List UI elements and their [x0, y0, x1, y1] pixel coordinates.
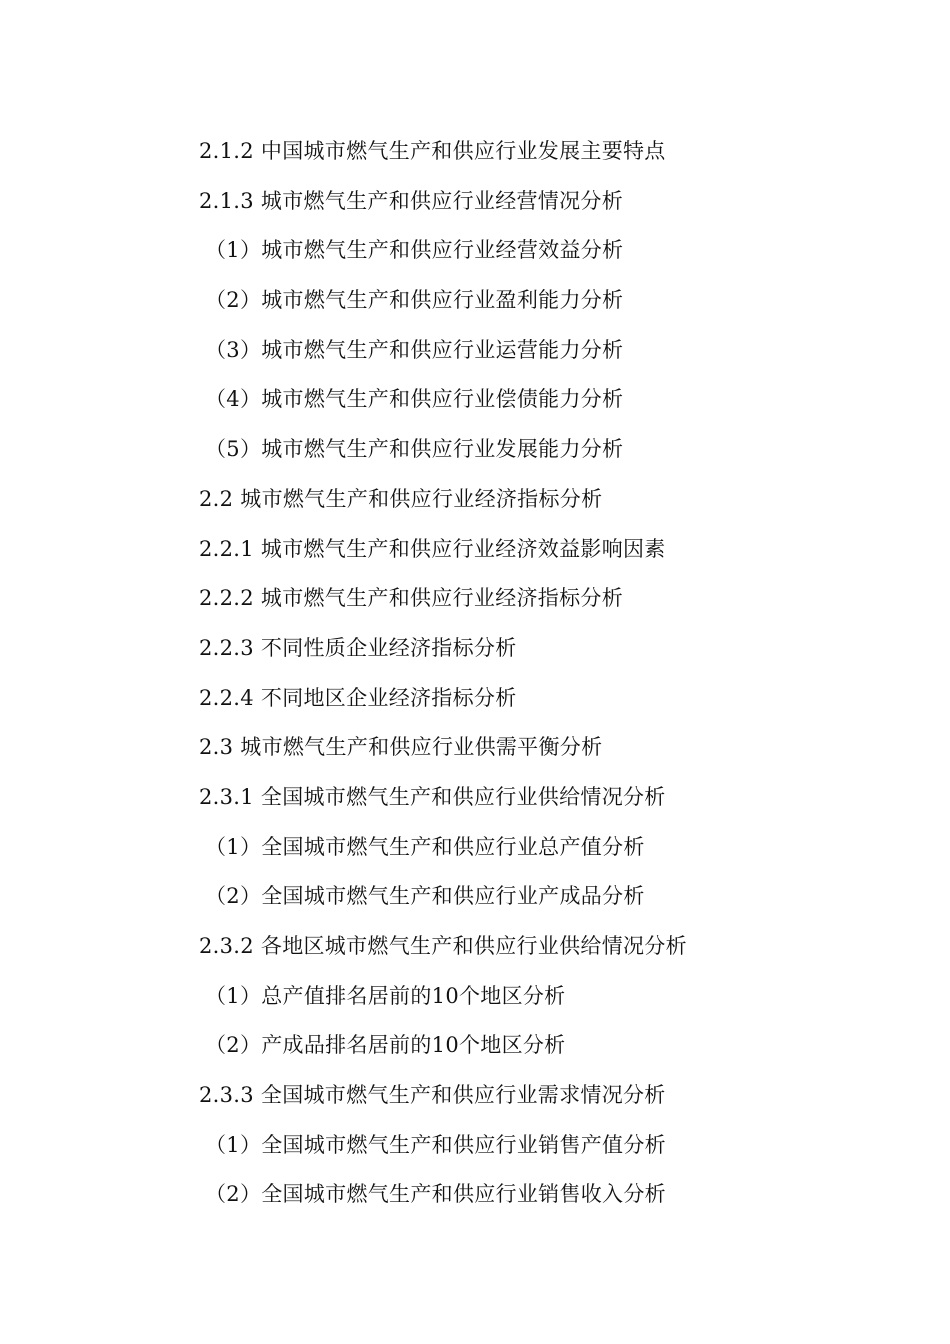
- toc-line: 2.3.3 全国城市燃气生产和供应行业需求情况分析: [199, 1083, 666, 1108]
- toc-line: （1）全国城市燃气生产和供应行业销售产值分析: [205, 1132, 666, 1157]
- toc-line: （3）城市燃气生产和供应行业运营能力分析: [205, 337, 624, 362]
- toc-line: （2）产成品排名居前的10个地区分析: [205, 1033, 566, 1058]
- toc-line: 2.2.3 不同性质企业经济指标分析: [199, 635, 517, 660]
- table-of-contents: [199, 132, 899, 1225]
- toc-line: 2.1.2 中国城市燃气生产和供应行业发展主要特点: [199, 139, 666, 163]
- toc-line: 2.2.4 不同地区企业经济指标分析: [199, 685, 517, 710]
- toc-line: （5）城市燃气生产和供应行业发展能力分析: [205, 437, 624, 462]
- toc-line: （4）城市燃气生产和供应行业偿债能力分析: [205, 387, 624, 412]
- toc-line: 2.1.3 城市燃气生产和供应行业经营情况分析: [199, 188, 624, 213]
- toc-line: 2.2.2 城市燃气生产和供应行业经济指标分析: [199, 586, 624, 611]
- toc-line: （1）城市燃气生产和供应行业经营效益分析: [205, 238, 624, 263]
- toc-line: 2.3.2 各地区城市燃气生产和供应行业供给情况分析: [199, 934, 687, 958]
- toc-line: 2.3 城市燃气生产和供应行业供需平衡分析: [199, 735, 603, 760]
- toc-line: （1）全国城市燃气生产和供应行业总产值分析: [205, 834, 645, 859]
- toc-line: 2.3.1 全国城市燃气生产和供应行业供给情况分析: [199, 784, 666, 809]
- toc-line: （2）全国城市燃气生产和供应行业销售收入分析: [205, 1182, 666, 1207]
- toc-line: 2.2 城市燃气生产和供应行业经济指标分析: [199, 486, 603, 511]
- toc-line: （2）全国城市燃气生产和供应行业产成品分析: [205, 884, 645, 909]
- toc-line: （2）城市燃气生产和供应行业盈利能力分析: [205, 288, 624, 313]
- toc-line: 2.2.1 城市燃气生产和供应行业经济效益影响因素: [199, 536, 666, 561]
- toc-line: （1）总产值排名居前的10个地区分析: [205, 983, 566, 1008]
